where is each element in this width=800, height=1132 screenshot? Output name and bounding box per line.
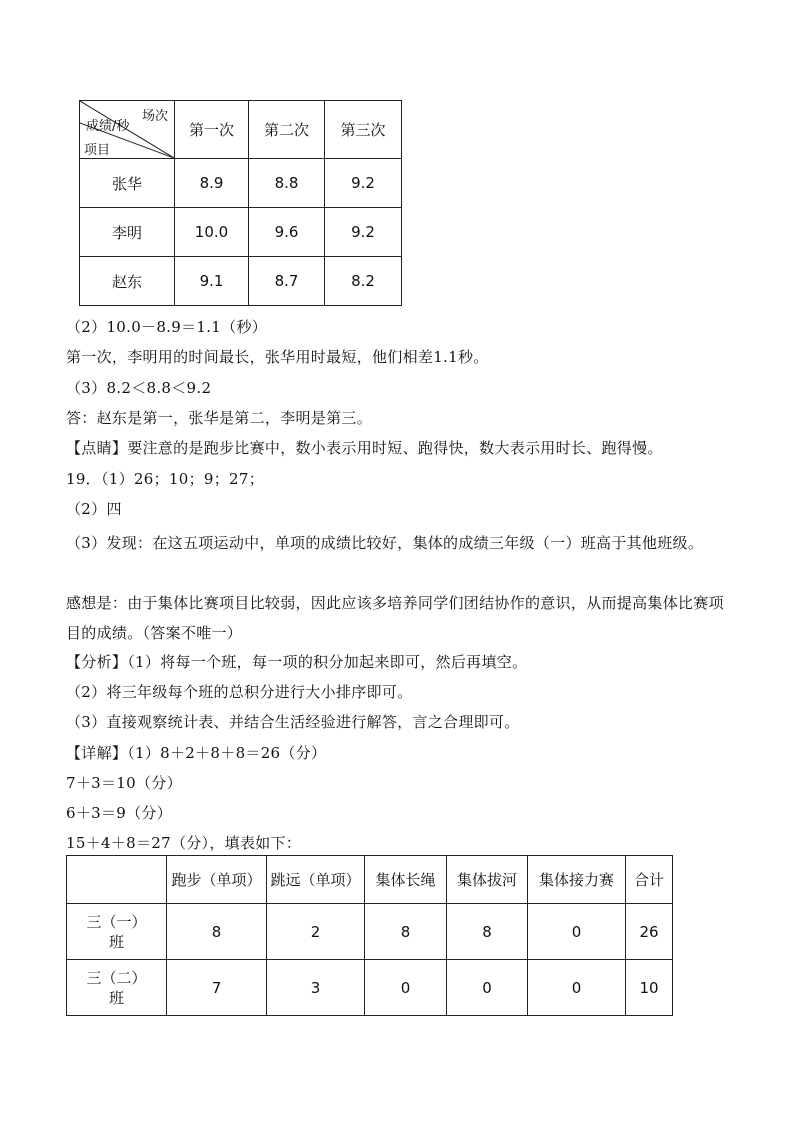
row-name-line2: 班 [108,988,124,1007]
table-row [80,208,402,257]
text-paragraph: （3）发现：在这五项运动中，单项的成绩比较好，集体的成绩三年级（一）班高于其他班级。 [66,534,704,552]
table-cell: 26 [626,904,673,960]
column-header: 集体接力赛 [528,856,626,904]
diag-label-item: 项目 [84,143,111,158]
column-header: 第一次 [175,101,249,159]
text-line: 【分析】（1）将每一个班，每一项的积分加起来即可，然后再填空。 [66,653,528,671]
table-cell: 9.6 [249,208,325,257]
table-cell: 0 [528,960,626,1016]
text-line: （2）四 [66,500,122,518]
table-cell: 3 [267,960,365,1016]
text-line: 19．（1）26；10；9；27； [66,470,265,488]
text-line: （3）8.2＜8.8＜9.2 [66,379,212,397]
table-cell: 9.2 [325,159,402,208]
text-line: 【详解】（1）8＋2＋8＋8＝26（分） [66,744,327,762]
row-name [67,960,167,1016]
table-row [67,960,673,1016]
table-header-row [80,101,402,159]
text-line: 15＋4＋8＝27（分），填表如下： [66,834,302,852]
table-cell: 0 [447,960,528,1016]
text-line: （2）将三年级每个班的总积分进行大小排序即可。 [66,683,413,701]
column-header: 第三次 [325,101,402,159]
table-cell: 9.2 [325,208,402,257]
text-line: 6＋3＝9（分） [66,804,173,822]
text-line: 【点睛】要注意的是跑步比赛中，数小表示用时短、跑得快，数大表示用时长、跑得慢。 [66,439,663,457]
column-header: 跑步（单项） [167,856,267,904]
table-header-row [67,856,673,904]
column-header: 集体拔河 [447,856,528,904]
text-line: 第一次，李明用的时间最长，张华用时最短，他们相差1.1秒。 [66,348,489,366]
text-paragraph: 感想是：由于集体比赛项目比较弱，因此应该多培养同学们团结协作的意识，从而提高集体比赛项目的成绩。（答案不唯一） [66,594,724,642]
table-cell: 8.2 [325,257,402,306]
class-score-table [66,855,673,1016]
table-cell: 8 [365,904,447,960]
table-row [67,904,673,960]
row-name: 李明 [80,208,175,257]
row-name-line1: 三（二） [86,968,147,987]
column-header: 跳远（单项） [267,856,365,904]
table-cell: 8 [167,904,267,960]
diagonal-header-cell [80,101,175,159]
column-header: 集体长绳 [365,856,447,904]
table-cell: 2 [267,904,365,960]
row-name-line1: 三（一） [86,912,147,931]
row-name-line2: 班 [108,932,124,951]
table-cell: 0 [528,904,626,960]
table-row [80,257,402,306]
table-cell: 8 [447,904,528,960]
row-name: 张华 [80,159,175,208]
diag-label-round: 场次 [142,109,169,124]
table-cell: 9.1 [175,257,249,306]
table-cell: 8.8 [249,159,325,208]
text-line: （3）直接观察统计表、并结合生活经验进行解答，言之合理即可。 [66,713,520,731]
column-header: 第二次 [249,101,325,159]
table-cell: 10 [626,960,673,1016]
table-cell: 0 [365,960,447,1016]
diag-label-score: 成绩/秒 [86,119,130,134]
text-line: 7＋3＝10（分） [66,774,182,792]
text-line: 答：赵东是第一，张华是第二，李明是第三。 [66,409,373,427]
table-cell: 8.9 [175,159,249,208]
column-header: 合计 [626,856,673,904]
race-time-table [79,100,402,306]
table-cell: 8.7 [249,257,325,306]
table-row [80,159,402,208]
row-name [67,904,167,960]
text-line: （2）10.0－8.9＝1.1（秒） [66,318,268,336]
table-cell: 7 [167,960,267,1016]
column-header [67,856,167,904]
table-cell: 10.0 [175,208,249,257]
row-name: 赵东 [80,257,175,306]
